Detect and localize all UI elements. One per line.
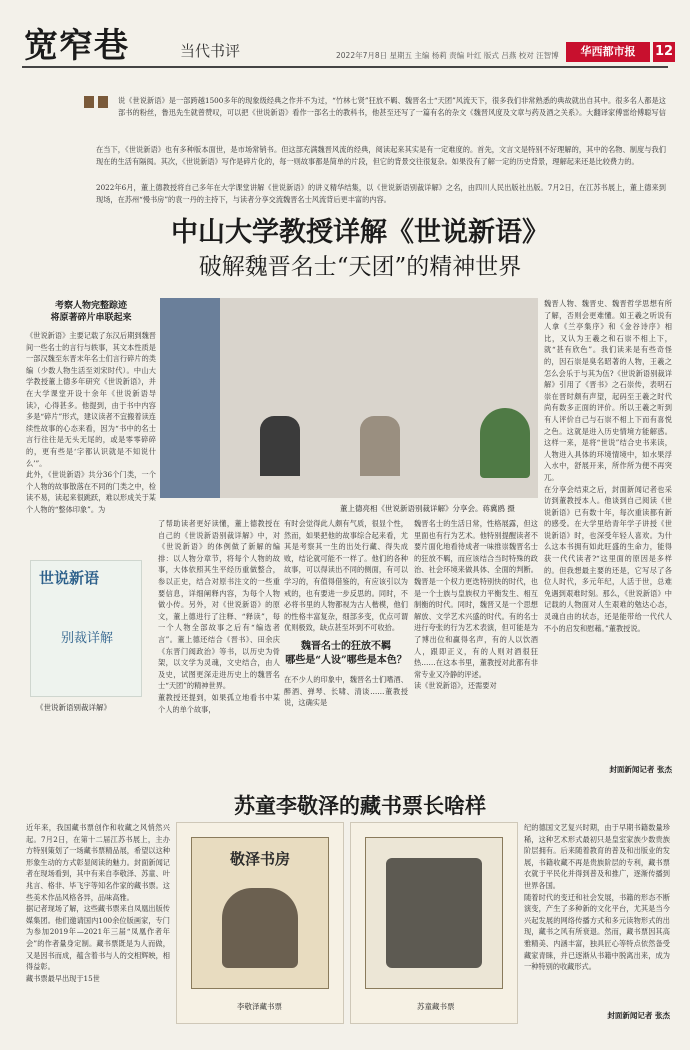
column-2-text: 了帮助读者更好读懂，董上德教授在自己的《世说新语别裁详解》中，对《世说新语》的体例做了新解的编排：以人物分章节，将每个人物的故事，大体依照其生平经历重做整合，参以正史，结合对原书注文的一些重要信息，详细阐释内容，为每个人物做小传。另外，对《世说新语》的原文，董上德进行了注释、“释读”，每一个人物全部故事之后有“编选者言”。董上德还结合《晋书》、田余庆《东晋门阀政治》等书，以历史为骨架，以文学为灵魂，文史结合，由人及史，试图更深走进历史上的魏晋名士“天团”的精神世界。 董教授还提到，如果孤立地看书中某个人的单个故事， — [158, 519, 280, 714]
column-3-text: 有时会觉得此人颇有气质，很显个性，然而，如果把他的故事综合起来看，尤其是考察其一生的出处行藏、得失成败，结论就可能不一样了。他们的各种故事，可以得读出不同的侧面，有可以学习的，有值得借鉴的，有应该引以为戒的，也有要进一步反思的。同时，不必将书里的人物都视为古人楷模，他们的性格丰富复杂，细部多变，优点可谓优则极致，缺点甚至坏到不可收拾。 — [284, 519, 408, 633]
second-article-headline: 苏童李敬泽的藏书票长啥样 — [234, 793, 486, 818]
article-headline: 中山大学教授详解《世说新语》 — [171, 217, 549, 248]
plant — [480, 408, 530, 478]
column-3-subhead: 魏晋名士的狂放不羁 哪些是“人设”哪些是本色？ — [285, 641, 407, 666]
speaker-figure — [260, 416, 300, 476]
book-cover-title: 世说新语 — [39, 569, 100, 587]
book-caption: 《世说新语别裁详解》 — [36, 703, 111, 712]
newspaper-logo: 华西都市报 — [566, 42, 650, 62]
quote-icon — [84, 94, 110, 110]
section-name: 当代书评 — [180, 42, 241, 60]
intro-paragraph-1: 说《世说新语》是一部跨越1500多年的现象级经典之作并不为过，“竹林七贤”狂放不羁、魏晋名士“天团”风流天下，很多我们非常熟悉的典故就出自其中。很多名人都是这部书的粉丝，鲁迅先生就曾赞叹，可以把《世说新语》看作一部名士的教科书，他甚至还写了一篇有名的杂文《魏晋风度及文章与药及酒之关系》。大翻译家傅雷给傅聪写信 — [118, 96, 666, 117]
second-article-left-text: 近年来，我国藏书票创作和收藏之风悄然兴起。7月2日，在第十二届江苏书展上，主办方特别策划了一场藏书票精品展，希望以这种形象生动的方式彰显阅读的魅力。封面新闻记者在现场看到，其中有来自李敬泽、苏童、叶兆言、格非、毕飞宇等知名作家的藏书票。这些美术作品风格各异，品味高雅。 据记者现场了解，这些藏书票来自凤凰出版传媒集团。他们邀请国内100余位版画家，专门为参加2019年—2021年三届“凤凰作者年会”的作者量身定制。藏书票既是为人而做，又是因书而成，蕴含着书与人的交相辉映，相得益彰。 藏书票最早出现于15世 — [26, 823, 170, 983]
right-column-text: 魏晋人物、魏晋史、魏晋哲学思想有所了解，否则会更难懂。如王羲之听说有人拿《兰亭集序》和《金谷诗序》相比，又认为王羲之和石崇不相上下，就“甚有欣色”。我们读来是有些奇怪的，因石崇是臭名昭著的人物，王羲之怎么会乐于与其为伍?《世说新语别裁详解》引用了《晋书》之石崇传，表明石崇在晋时颇有声望，起码至王羲之时代尚有数多正面的评价。所以王羲之听到有人评价自己与石崇不相上下而有喜悦之色。这就是进入历史情境方能解惑。这样一来，是将“世说”结合史书来读，人物进入具体的环境情境中，如水果浮入水中，舒展开来，所作所为便不再突兀。 在分享会结束之后，封面新闻记者也采访到董教授本人。他谈到自己阅读《世说新语》已有数十年，每次重读都有新的感受。在大学里给青年学子讲授《世说新语》时，也深受年轻人喜欢。为什么这本书拥有如此旺盛的生命力，能得获一代代读者?“这里面的原因是多样的。但我想最主要的还是，它写尽了各位人时代，多元年纪，人活于世，总难免遇到艰难时刻。那么，《世说新语》中记载的人物面对人生艰难的勉达心态，灵魂自由的状态，还是能带给一代代人不小的启发和慰藉。”董教授说。 — [544, 299, 672, 633]
intro-paragraph-2: 在当下，《世说新语》也有多种版本面世，是市场常销书。但这部充满魏晋风流的经典，阅读起来其实是有一定难度的。首先，文言文是特别不好理解的，其中的名物、制度与我们现在的生活有隔阂。其次，《世说新语》写作是碎片化的，每一则故事都是简单的片段，但它的背景交往很复杂。如果没有了解一定的历史背景，理解起来还是比较费力的。 — [96, 145, 666, 166]
intro-paragraph-3: 2022年6月，董上德教授将自己多年在大学课堂讲解《世说新语》的讲义精华结集，以《世说新语别裁详解》之名，由四川人民出版社出版。7月2日，在江苏书展上，董上德来到现场，在苏州“慢书房”的袁一丹的主持下，与读者分享交流魏晋名士风流背后更丰富的内容。 — [96, 183, 666, 204]
article-subheadline: 破解魏晋名士“天团”的精神世界 — [198, 254, 522, 280]
photo-caption: 董上德亮相《世说新语别裁详解》分享会。蒋冀鸥 摄 — [340, 504, 515, 513]
bookplate-art-2 — [365, 837, 503, 989]
left-subhead: 考察人物完整踪迹 将原著碎片串联起来 — [50, 301, 132, 323]
bookplate-figure-2 — [386, 858, 482, 968]
second-article-byline: 封面新闻记者 张杰 — [607, 1011, 670, 1020]
page-number: 12 — [653, 42, 675, 62]
issue-meta: 2022年7月8日 星期五 主编 杨莉 责编 叶红 版式 吕燕 校对 汪智博 — [336, 51, 559, 60]
column-title: 宽窄巷 — [24, 26, 129, 66]
article-byline: 封面新闻记者 张杰 — [609, 765, 672, 774]
bookplate-figure — [222, 888, 298, 968]
left-column-text: 《世说新语》主要记载了东汉后期到魏晋间一些名士的言行与轶事，其文本性质是一部汉魏至东晋末年名士们言行碎片的类编（少数人物生活至刘宋时代）。中山大学教授董上德多年研究《世说新语》，并在大学课堂开设十余年《世说新语导读》，心得甚多。他提到，由于书中内容多是“碎片”形式，建议读者不宜搬着读连续性故事的心态来看，因为“书中的名士言行往往是无头无尾的，或是零零碎碎的，更有些是‘字都认识就是不知说什么’”。 此外，《世说新语》共分36个门类，一个个人物的故事散落在不同的门类之中，检读不易，读起来很跳跃，难以形成关于某个人物的“整体印象”。为 — [26, 331, 156, 514]
book-cover-subtitle: 别裁详解 — [61, 631, 114, 646]
bookplate-caption-right: 苏童藏书票 — [417, 1002, 455, 1011]
second-article-right-text: 纪的德国文艺复兴时期，由于早期书籍数量珍稀，这种艺术形式最初只是皇室家族少数贵族阶层拥有。后来随着教育的普及和出版业的发展，书籍收藏不再是贵族阶层的专利，藏书票衣就于平民化并得到普及和推广，逐渐传播到世界各国。 随着时代的变迁和社会发展，书籍的形态不断演变，产生了多种新的文化平台，尤其是当今兴起发展的网络传播方式和多元读物形式的出现，藏书之风有所衰退。然而，藏书票因其高雅精美、内涵丰富，独具匠心等特点依然备受藏家青睐，并已逐渐从书籍中脱离出来，成为一种特别的收藏形式。 — [524, 823, 670, 972]
book-cover — [30, 560, 142, 697]
bookplate-text: 敬泽书房 — [229, 850, 290, 868]
book-display — [160, 298, 220, 498]
bookplate-su-tong — [350, 822, 518, 1024]
bookplate-art — [191, 837, 329, 989]
masthead-divider — [22, 66, 668, 68]
event-photo — [160, 298, 538, 498]
host-figure — [360, 416, 400, 476]
bookplate-li-jingze — [176, 822, 344, 1024]
column-3-text-b: 在不少人的印象中，魏晋名士们嗜酒、醉酒、弹琴、长啸、清谈……董教授说，这确实是 — [284, 675, 408, 708]
column-4-text: 魏晋名士的生活日常，性格展露，但这里面也有行为艺术。他特别提醒读者不要片面化地看待成者一味推崇魏晋名士的狂放不羁，而应该结合当时特殊的政治、社会环境来做具体、全面的判断。魏晋是一个权力更迭特别快的时代，也是一个士族与皇族权力平衡发生、相互制衡的时代。同时，魏晋又是一个思想解放、文学艺术兴盛的时代。有的名士进行夸张的行为艺术表演，但可能是为了博出位和赢得名声，有的人以饮酒人，跟即正义，有的人则对酒很狂热……在这本书里，董教授对此都有非常专业又冷静的评述。 读《世说新语》，还需要对 — [414, 519, 538, 691]
bookplate-caption-left: 李敬泽藏书票 — [237, 1002, 282, 1011]
